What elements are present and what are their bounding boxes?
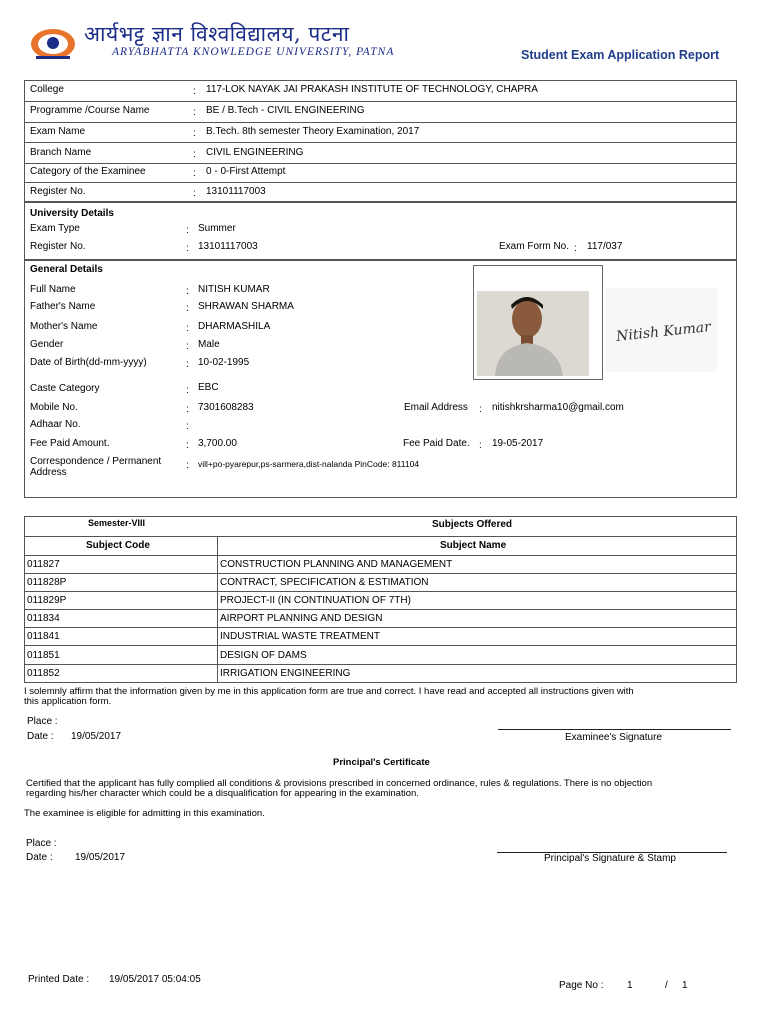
- uni-register-value: 13101117003: [198, 241, 258, 252]
- branch-label: Branch Name: [30, 147, 92, 158]
- subject-code: 011829P: [27, 595, 67, 606]
- student-signature-box: [606, 288, 717, 372]
- principal-cert-line1: Certified that the applicant has fully complied all conditions & provisions prescribed in concerned ordinance, rules & regulations. There is no objection: [26, 778, 653, 789]
- fee-date-label: Fee Paid Date.: [403, 438, 470, 449]
- principal-signature-label: Principal's Signature & Stamp: [544, 853, 676, 864]
- university-details-heading: University Details: [30, 208, 114, 219]
- programme-value: BE / B.Tech - CIVIL ENGINEERING: [206, 105, 365, 116]
- subject-code-header: Subject Code: [86, 540, 150, 551]
- principal-place-label: Place :: [26, 838, 57, 849]
- full-name-label: Full Name: [30, 284, 76, 295]
- dob-label: Date of Birth(dd-mm-yyyy): [30, 357, 147, 368]
- person-photo-icon: [477, 291, 589, 376]
- subject-code: 011834: [27, 613, 60, 624]
- category-label: Category of the Examinee: [30, 166, 146, 177]
- uni-register-label: Register No.: [30, 241, 86, 252]
- page-no-label: Page No :: [559, 980, 604, 991]
- student-signature: Nitish Kumar: [615, 319, 712, 345]
- subject-name: CONSTRUCTION PLANNING AND MANAGEMENT: [220, 559, 453, 570]
- fee-date-value: 19-05-2017: [492, 438, 544, 449]
- principal-date-label: Date :: [26, 852, 53, 863]
- examinee-signature-line: [498, 729, 731, 730]
- principal-date-value: 19/05/2017: [75, 852, 126, 863]
- subject-code: 011851: [27, 650, 60, 661]
- exam-name-label: Exam Name: [30, 126, 86, 137]
- subject-name: CONTRACT, SPECIFICATION & ESTIMATION: [220, 577, 429, 588]
- subject-name: INDUSTRIAL WASTE TREATMENT: [220, 631, 381, 642]
- exam-form-no-label: Exam Form No.: [499, 241, 570, 252]
- email-value: nitishkrsharma10@gmail.com: [492, 402, 624, 413]
- university-name-english: ARYABHATTA KNOWLEDGE UNIVERSITY, PATNA: [112, 46, 395, 58]
- subject-code: 011852: [27, 668, 60, 679]
- university-name-hindi: आर्यभट्ट ज्ञान विश्वविद्यालय, पटना: [84, 22, 350, 46]
- full-name-value: NITISH KUMAR: [198, 284, 270, 295]
- page-separator: /: [665, 980, 668, 991]
- student-photo-frame: [473, 265, 603, 380]
- subject-name: IRRIGATION ENGINEERING: [220, 668, 351, 679]
- principal-certificate-title: Principal's Certificate: [333, 757, 430, 768]
- mobile-value: 7301608283: [198, 402, 254, 413]
- caste-value: EBC: [198, 382, 219, 393]
- programme-label: Programme /Course Name: [30, 105, 150, 116]
- page-total: 1: [682, 980, 688, 991]
- mobile-label: Mobile No.: [30, 402, 78, 413]
- principal-cert-line2: regarding his/her character which could be a disqualification for appearing in the examination.: [26, 788, 419, 799]
- address-value: vill+po-pyarepur,ps-sarmera,dist-nalanda PinCode: 811104: [198, 459, 420, 469]
- declaration-date-value: 19/05/2017: [71, 731, 122, 742]
- category-value: 0 - 0-First Attempt: [206, 166, 286, 177]
- declaration-date-label: Date :: [27, 731, 54, 742]
- report-title: Student Exam Application Report: [521, 48, 720, 62]
- printed-date-label: Printed Date :: [28, 974, 90, 985]
- examinee-signature-label: Examinee's Signature: [565, 732, 662, 743]
- printed-date-value: 19/05/2017 05:04:05: [109, 974, 201, 985]
- exam-type-value: Summer: [198, 223, 236, 234]
- adhaar-label: Adhaar No.: [30, 419, 81, 430]
- fee-amount-value: 3,700.00: [198, 438, 237, 449]
- student-photo: [477, 291, 589, 376]
- college-value: 117-LOK NAYAK JAI PRAKASH INSTITUTE OF TECHNOLOGY, CHAPRA: [206, 84, 538, 95]
- fee-amount-label: Fee Paid Amount.: [30, 438, 110, 449]
- mother-name-value: DHARMASHILA: [198, 321, 271, 332]
- subject-name: AIRPORT PLANNING AND DESIGN: [220, 613, 383, 624]
- gender-label: Gender: [30, 339, 64, 350]
- declaration-place-label: Place :: [27, 716, 58, 727]
- semester-label: Semester-VIII: [88, 518, 146, 528]
- exam-form-no-value: 117/037: [587, 241, 623, 252]
- dob-value: 10-02-1995: [198, 357, 250, 368]
- email-label: Email Address: [404, 402, 468, 413]
- caste-label: Caste Category: [30, 383, 100, 394]
- register-label: Register No.: [30, 186, 86, 197]
- eligible-statement: The examinee is eligible for admitting in this examination.: [24, 808, 265, 819]
- subject-name: DESIGN OF DAMS: [220, 650, 307, 661]
- address-label: [30, 456, 161, 478]
- address-label-line2: Address: [30, 467, 67, 478]
- subject-name-header: Subject Name: [440, 540, 507, 551]
- college-label: College: [30, 84, 64, 95]
- subject-code: 011828P: [27, 577, 67, 588]
- subject-name: PROJECT-II (IN CONTINUATION OF 7TH): [220, 595, 411, 606]
- subject-code: 011827: [27, 559, 60, 570]
- subject-code: 011841: [27, 631, 60, 642]
- page-number: 1: [627, 980, 633, 991]
- university-emblem-icon: [28, 24, 78, 62]
- address-label-line1: Correspondence / Permanent: [30, 456, 162, 467]
- university-logo: [28, 24, 78, 62]
- gender-value: Male: [198, 339, 220, 350]
- register-value: 13101117003: [206, 186, 266, 197]
- father-name-value: SHRAWAN SHARMA: [198, 301, 294, 312]
- university-details-box: [24, 202, 737, 260]
- declaration-line2: this application form.: [24, 696, 112, 707]
- mother-name-label: Mother's Name: [30, 321, 98, 332]
- subjects-offered-heading: Subjects Offered: [432, 519, 513, 530]
- branch-value: CIVIL ENGINEERING: [206, 147, 304, 158]
- exam-name-value: B.Tech. 8th semester Theory Examination, 2017: [206, 126, 420, 137]
- general-details-heading: General Details: [30, 264, 103, 275]
- declaration-line1: I solemnly affirm that the information given by me in this application form are true and correct. I have read and accepted all instructions given with: [24, 686, 634, 697]
- father-name-label: Father's Name: [30, 301, 96, 312]
- exam-type-label: Exam Type: [30, 223, 80, 234]
- college-details-box: [24, 80, 737, 202]
